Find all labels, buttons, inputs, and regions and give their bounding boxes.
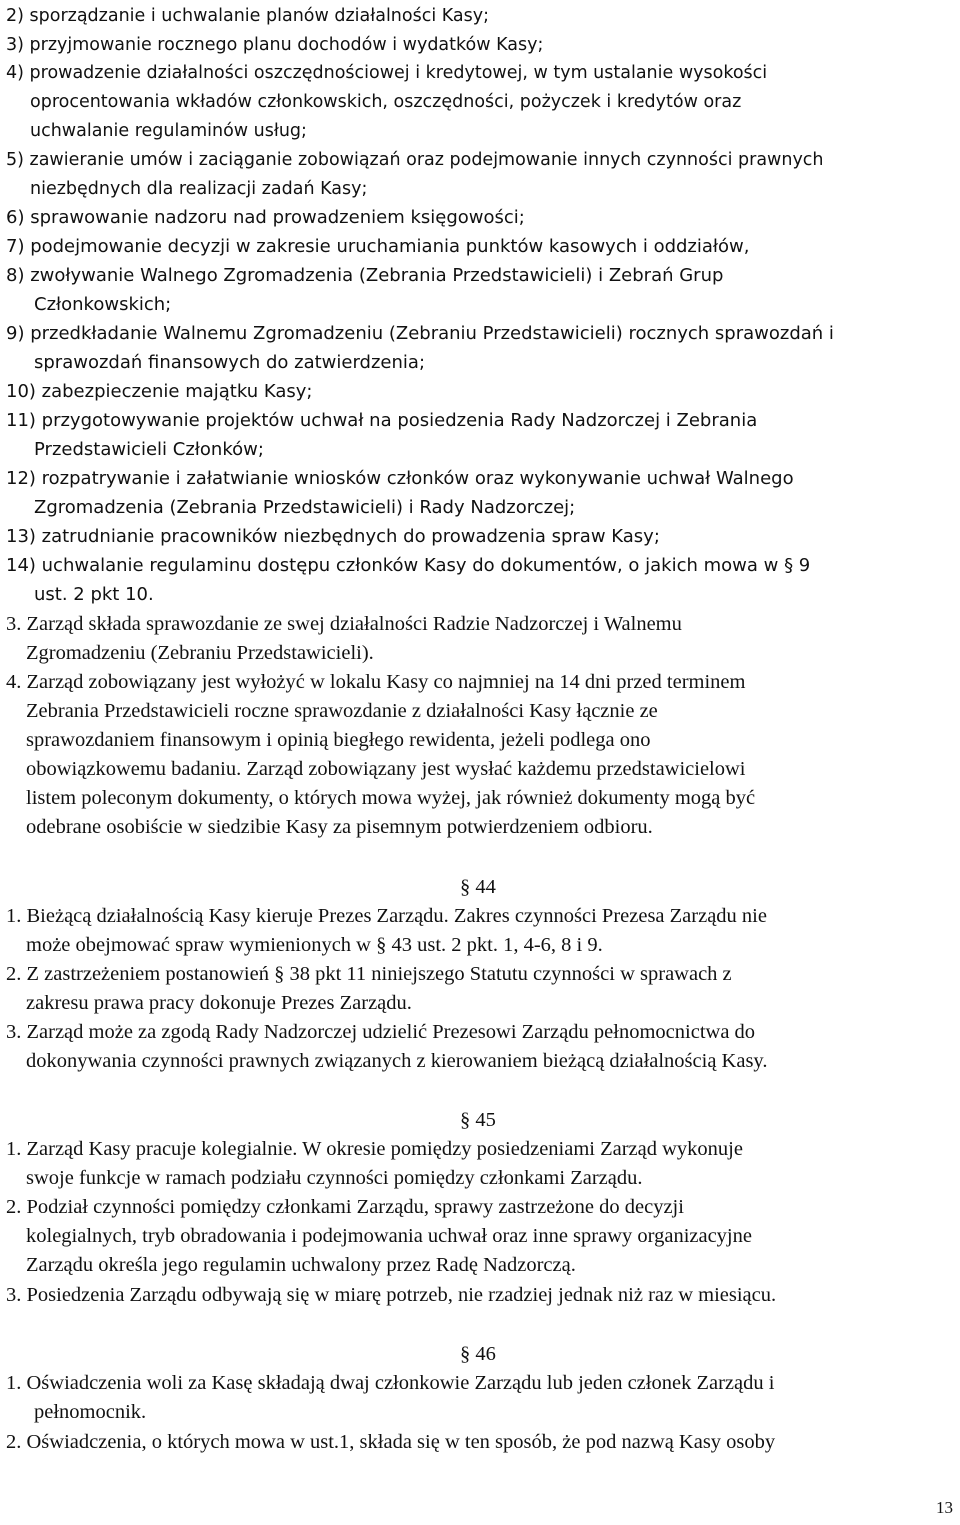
paragraph-line: może obejmować spraw wymienionych w § 43 ust. 2 pkt. 1, 4-6, 8 i 9. — [26, 934, 603, 956]
list-item: Przedstawicieli Członków; — [34, 439, 264, 460]
paragraph-line: Zarządu określa jego regulamin uchwalony przez Radę Nadzorczą. — [26, 1254, 576, 1276]
list-item: 3) przyjmowanie rocznego planu dochodów i wydatków Kasy; — [6, 35, 544, 55]
list-item: 6) sprawowanie nadzoru nad prowadzeniem księgowości; — [6, 207, 525, 228]
paragraph-line: sprawozdaniem finansowym i opinią biegłego rewidenta, jeżeli podlega ono — [26, 729, 651, 751]
section-heading: § 46 — [460, 1343, 496, 1365]
list-item: oprocentowania wkładów członkowskich, oszczędności, pożyczek i kredytów oraz — [30, 92, 742, 112]
paragraph-line: 1. Oświadczenia woli za Kasę składają dwaj członkowie Zarządu lub jeden członek Zarządu i — [6, 1372, 775, 1394]
paragraph-line: 2. Oświadczenia, o których mowa w ust.1, składa się w ten sposób, że pod nazwą Kasy osoby — [6, 1431, 776, 1453]
list-item: 10) zabezpieczenie majątku Kasy; — [6, 381, 313, 402]
section-heading: § 45 — [460, 1109, 496, 1131]
list-item: ust. 2 pkt 10. — [34, 584, 154, 605]
paragraph-line: listem poleconym dokumenty, o których mowa wyżej, jak również dokumenty mogą być — [26, 787, 756, 809]
section-heading: § 44 — [460, 876, 496, 898]
paragraph-line: zakresu prawa pracy dokonuje Prezes Zarządu. — [26, 992, 412, 1014]
paragraph-line: 4. Zarząd zobowiązany jest wyłożyć w lokalu Kasy co najmniej na 14 dni przed terminem — [6, 671, 746, 693]
paragraph-line: pełnomocnik. — [34, 1401, 147, 1423]
paragraph-line: 2. Z zastrzeżeniem postanowień § 38 pkt 11 niniejszego Statutu czynności w sprawach z — [6, 963, 732, 985]
list-item: 14) uchwalanie regulaminu dostępu członków Kasy do dokumentów, o jakich mowa w § 9 — [6, 555, 811, 576]
page-number: 13 — [936, 1498, 953, 1517]
list-item: 12) rozpatrywanie i załatwianie wniosków członków oraz wykonywanie uchwał Walnego — [6, 468, 794, 489]
paragraph-line: kolegialnych, tryb obradowania i podejmowania uchwał oraz inne sprawy organizacyjne — [26, 1225, 752, 1247]
list-item: 7) podejmowanie decyzji w zakresie uruchamiania punktów kasowych i oddziałów, — [6, 236, 750, 257]
paragraph-line: dokonywania czynności prawnych związanych z kierowaniem bieżącą działalnością Kasy. — [26, 1050, 768, 1072]
list-item: niezbędnych dla realizacji zadań Kasy; — [30, 179, 368, 199]
paragraph-line: swoje funkcje w ramach podziału czynności pomiędzy członkami Zarządu. — [26, 1167, 643, 1189]
paragraph-line: 2. Podział czynności pomiędzy członkami Zarządu, sprawy zastrzeżone do decyzji — [6, 1196, 684, 1218]
paragraph-line: 3. Zarząd może za zgodą Rady Nadzorczej udzielić Prezesowi Zarządu pełnomocnictwa do — [6, 1021, 756, 1043]
list-item: 4) prowadzenie działalności oszczędnościowej i kredytowej, w tym ustalanie wysokości — [6, 63, 768, 83]
list-item: 2) sporządzanie i uchwalanie planów działalności Kasy; — [6, 6, 490, 26]
list-item: 11) przygotowywanie projektów uchwał na posiedzenia Rady Nadzorczej i Zebrania — [6, 410, 758, 431]
paragraph-line: 1. Zarząd Kasy pracuje kolegialnie. W okresie pomiędzy posiedzeniami Zarząd wykonuje — [6, 1138, 743, 1160]
list-item: 8) zwoływanie Walnego Zgromadzenia (Zebrania Przedstawicieli) i Zebrań Grup — [6, 265, 724, 286]
list-item: Członkowskich; — [34, 294, 172, 315]
list-item: 13) zatrudnianie pracowników niezbędnych do prowadzenia spraw Kasy; — [6, 526, 660, 547]
paragraph-line: 1. Bieżącą działalnością Kasy kieruje Prezes Zarządu. Zakres czynności Prezesa Zarządu nie — [6, 905, 767, 927]
list-item: Zgromadzenia (Zebrania Przedstawicieli) i Rady Nadzorczej; — [34, 497, 576, 518]
paragraph-line: obowiązkowemu badaniu. Zarząd zobowiązany jest wysłać każdemu przedstawicielowi — [26, 758, 746, 780]
list-item: uchwalanie regulaminów usług; — [30, 121, 307, 141]
list-item: sprawozdań finansowych do zatwierdzenia; — [34, 352, 426, 373]
list-item: 5) zawieranie umów i zaciąganie zobowiązań oraz podejmowanie innych czynności prawnych — [6, 150, 824, 170]
paragraph-line: 3. Zarząd składa sprawozdanie ze swej działalności Radzie Nadzorczej i Walnemu — [6, 613, 682, 635]
paragraph-line: odebrane osobiście w siedzibie Kasy za pisemnym potwierdzeniem odbioru. — [26, 816, 653, 838]
list-item: 9) przedkładanie Walnemu Zgromadzeniu (Zebraniu Przedstawicieli) rocznych sprawozdań i — [6, 323, 834, 344]
paragraph-line: Zgromadzeniu (Zebraniu Przedstawicieli). — [26, 642, 374, 664]
paragraph-line: 3. Posiedzenia Zarządu odbywają się w miarę potrzeb, nie rzadziej jednak niż raz w miesiącu. — [6, 1284, 777, 1306]
paragraph-line: Zebrania Przedstawicieli roczne sprawozdanie z działalności Kasy łącznie ze — [26, 700, 658, 722]
